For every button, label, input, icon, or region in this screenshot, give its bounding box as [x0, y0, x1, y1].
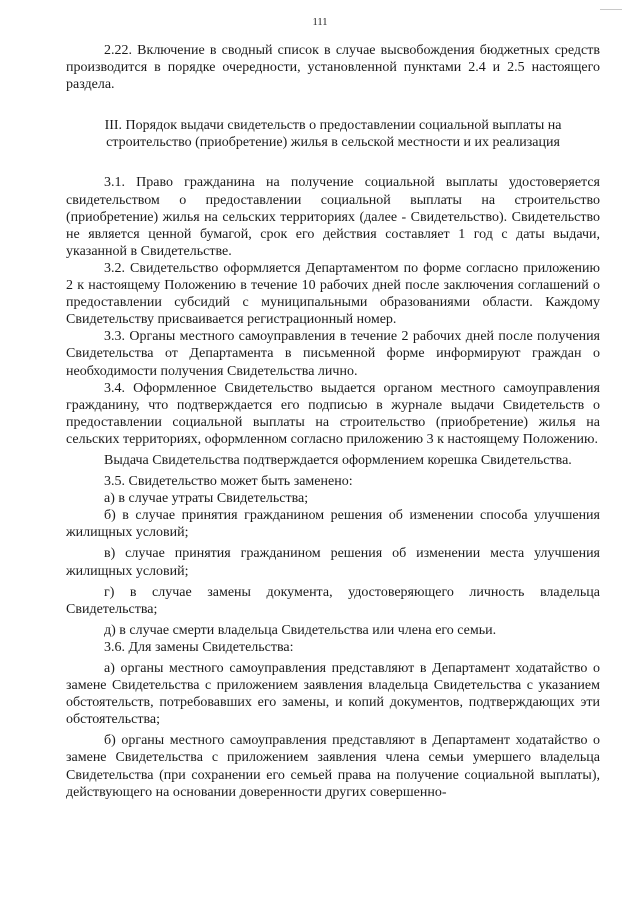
paragraph-3-5: 3.5. Свидетельство может быть заменено: [104, 474, 353, 490]
paragraph-3-4-issue: Выдача Свидетельства подтверждается оформлением корешка Свидетельства. [104, 452, 572, 468]
document-body [66, 42, 600, 801]
list-item-3-5-g: г) в случае замены документа, удостоверяющего личность владельца Свидетельства; [66, 584, 600, 617]
paragraph-3-2: 3.2. Свидетельство оформляется Департаментом по форме согласно приложению 2 к настоящему Положению в течение 10 рабочих дней после заключения соглашений о предоставлении субсидий с муниципальными образованиями области. Каждому Свидетельству присваивается регистрационный номер. [66, 260, 600, 328]
paragraph-3-1: 3.1. Право гражданина на получение социальной выплаты удостоверяется свидетельством о предоставлении социальной выплаты на строительство (приобретение) жилья на сельских территориях (далее - Свидетельство). Свидетельство не является ценной бумагой, срок его действия составляет 1 год с даты выдачи, указанной в Свидетельстве. [66, 175, 600, 259]
page-number: 111 [312, 17, 328, 28]
section-title: III. Порядок выдачи свидетельств о предоставлении социальной выплаты на строительство (приобретение) жилья в сельской местности и их реализация [104, 118, 562, 151]
paragraph-3-4: 3.4. Оформленное Свидетельство выдается органом местного самоуправления гражданину, что подтверждается его подписью в журнале выдачи Свидетельств о предоставлении социальной выплаты на строительство (приобретение) жилья на сельских территориях, оформленном согласно приложению 3 к настоящему Положению. [66, 380, 600, 447]
list-item-3-6-b: б) органы местного самоуправления представляют в Департамент ходатайство о замене Свидетельства с приложением заявления члена семьи умершего владельца Свидетельства (при сохранении его семьей права на получение социальной выплаты), действующего на основании доверенности других совершенно- [66, 733, 600, 800]
paragraph-3-6: 3.6. Для замены Свидетельства: [104, 639, 294, 655]
paragraph-3-3: 3.3. Органы местного самоуправления в течение 2 рабочих дней после получения Свидетельства от Департамента в письменной форме информируют граждан о необходимости получения Свидетельства лично. [66, 329, 600, 379]
list-item-3-6-a: а) органы местного самоуправления представляют в Департамент ходатайство о замене Свидетельства с приложением заявления владельца Свидетельства с указанием обстоятельств, потребовавших его замены, и копий документов, подтверждающих эти обстоятельства; [66, 661, 600, 728]
list-item-3-5-v: в) случае принятия гражданином решения об изменении места улучшения жилищных условий; [66, 546, 600, 579]
paragraph-2-22: 2.22. Включение в сводный список в случае высвобождения бюджетных средств производится в порядке очередности, установленной пунктами 2.4 и 2.5 настоящего раздела. [66, 43, 600, 93]
scan-corner-mark [600, 0, 622, 10]
list-item-3-5-b: б) в случае принятия гражданином решения об изменении способа улучшения жилищных условий; [66, 508, 600, 541]
list-item-3-5-d: д) в случае смерти владельца Свидетельства или члена его семьи. [104, 622, 497, 638]
list-item-3-5-a: а) в случае утраты Свидетельства; [104, 491, 309, 507]
